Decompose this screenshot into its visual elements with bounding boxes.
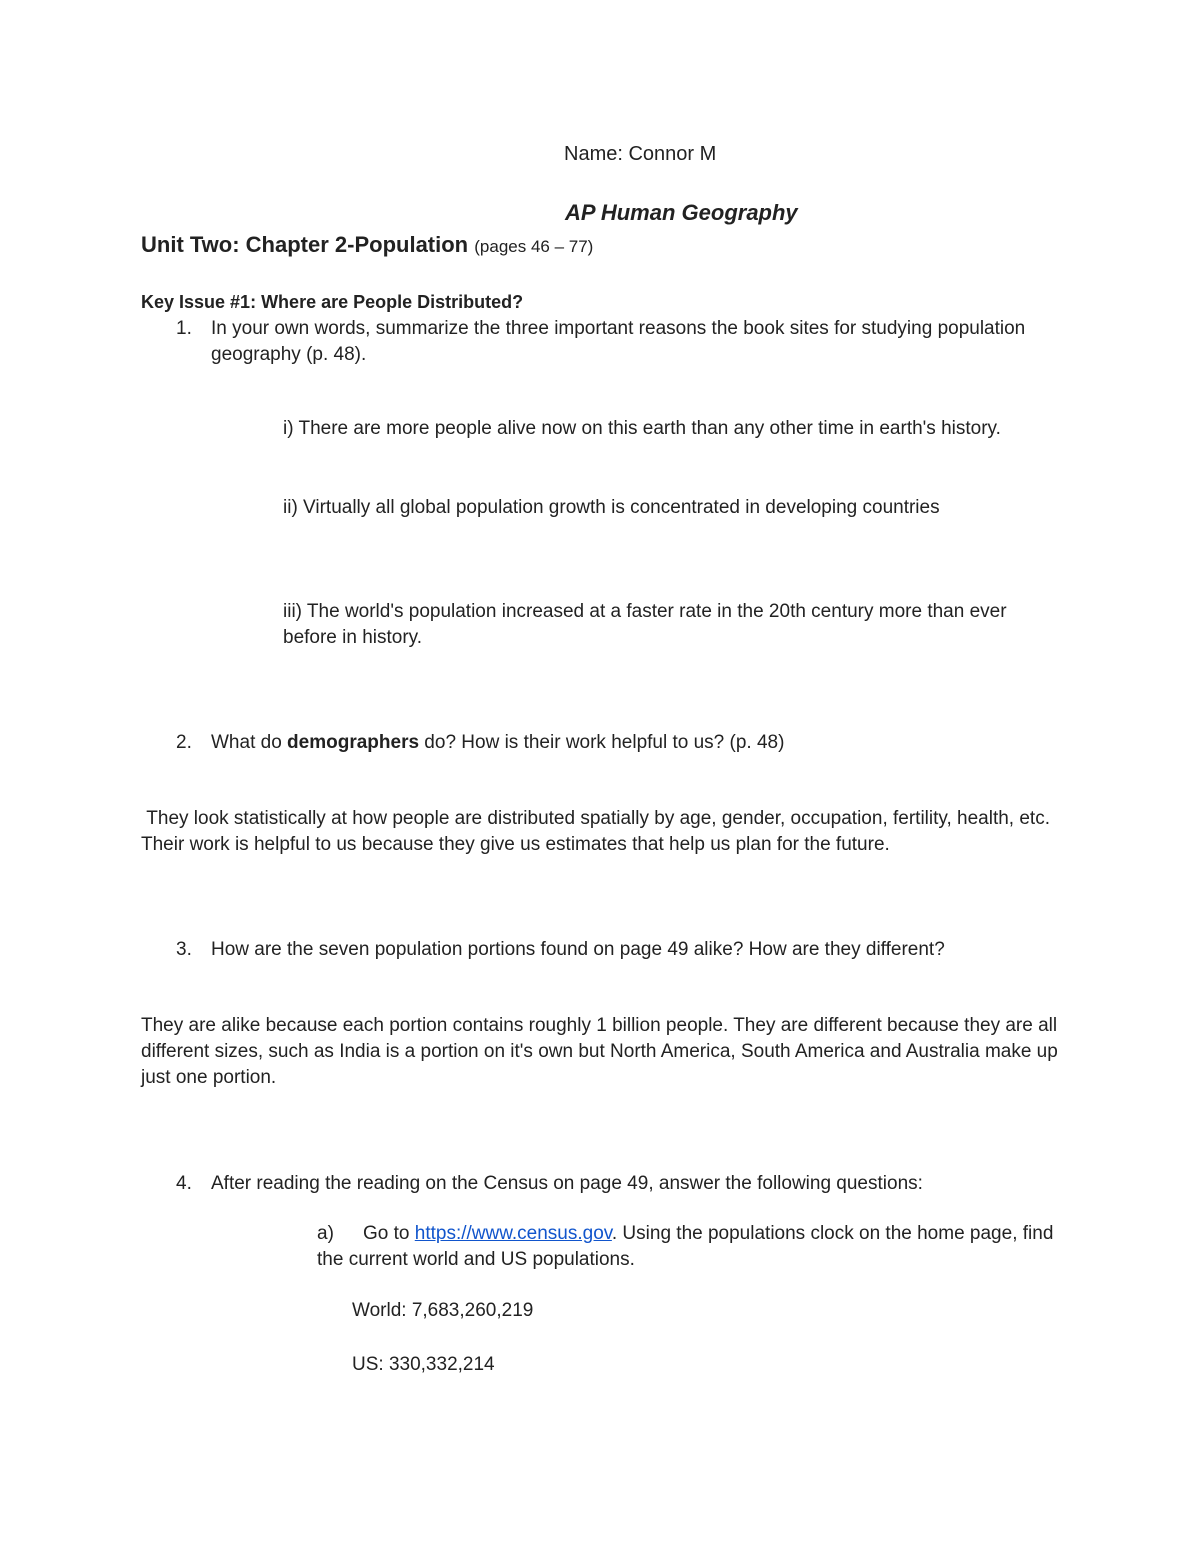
- question-2-number: 2.: [176, 732, 192, 753]
- answer-2: They look statistically at how people are distributed spatially by age, gender, occupation, fertility, health, etc. Their work is helpful to us because they give us estimates that help us plan for the future.: [141, 808, 1055, 855]
- key-issue-heading: Key Issue #1: Where are People Distributed?: [141, 292, 524, 312]
- census-link[interactable]: https://www.census.gov: [414, 1223, 612, 1244]
- question-3-number: 3.: [176, 939, 192, 960]
- question-2-text-after: do? How is their work helpful to us? (p. 48): [419, 732, 785, 753]
- question-3-text: How are the seven population portions found on page 49 alike? How are they different?: [211, 939, 945, 960]
- question-2-text-before: What do: [211, 732, 288, 753]
- world-population: World: 7,683,260,219: [352, 1300, 534, 1321]
- course-title: AP Human Geography: [565, 200, 798, 225]
- us-population: US: 330,332,214: [352, 1354, 495, 1375]
- answer-1-ii: ii) Virtually all global population growth is concentrated in developing countries: [283, 497, 940, 518]
- student-name: Name: Connor M: [564, 143, 717, 165]
- answer-1-i: i) There are more people alive now on this earth than any other time in earth's history.: [283, 418, 1001, 439]
- question-2-text: [211, 730, 784, 756]
- sub-question-a-label: a): [317, 1223, 334, 1244]
- question-4-text: After reading the reading on the Census on page 49, answer the following questions:: [211, 1173, 923, 1194]
- answer-1-iii: iii) The world's population increased at a faster rate in the 20th century more than ever before in history.: [283, 601, 1007, 648]
- question-1-text: In your own words, summarize the three important reasons the book sites for studying population geography (p. 48).: [211, 318, 1026, 365]
- sub-question-a-text: [317, 1221, 1057, 1273]
- sub-question-a-before: Go to: [363, 1223, 415, 1244]
- unit-title-text: Unit Two: Chapter 2-Population: [141, 232, 469, 257]
- answer-3: They are alike because each portion contains roughly 1 billion people. They are different because they are all different sizes, such as India is a portion on it's own but North America, South America and Australia make up just one portion.: [141, 1015, 1058, 1088]
- question-4-number: 4.: [176, 1173, 192, 1194]
- question-1-number: 1.: [176, 318, 192, 339]
- sub-question-a-after: . Using the populations clock on the home page, find the current world and US populations.: [317, 1223, 1054, 1270]
- question-2-keyword: demographers: [287, 732, 420, 753]
- unit-title: [141, 232, 593, 260]
- unit-pages: (pages 46 – 77): [474, 237, 594, 256]
